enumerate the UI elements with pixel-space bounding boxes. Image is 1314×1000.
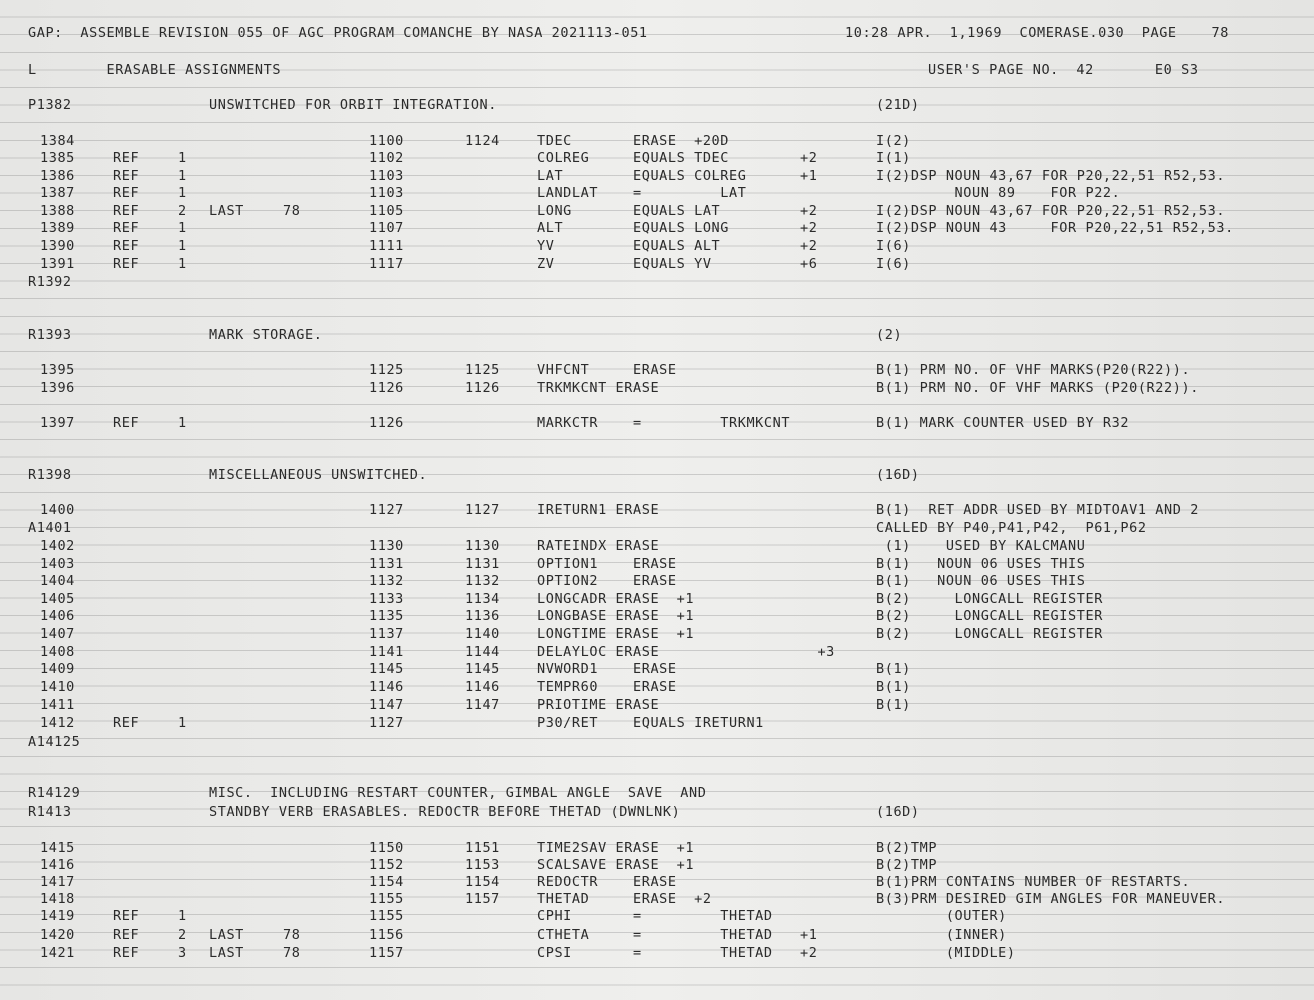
listing-line [0, 150, 1314, 167]
field-cmt: (2) [876, 327, 903, 343]
field-cnt: 1 [178, 185, 187, 201]
field-seq: 1411 [40, 697, 75, 713]
field-seq: R1393 [28, 327, 72, 343]
field-a2: 1145 [465, 661, 500, 677]
field-hdr: MARK STORAGE. [209, 327, 323, 343]
listing-line [0, 874, 1314, 891]
field-cnt: 3 [178, 945, 187, 961]
field-seq: 1396 [40, 380, 75, 396]
field-sym: TIME2SAV ERASE +1 [537, 840, 695, 856]
field-seq: 1420 [40, 927, 75, 943]
field-a1: 1147 [369, 697, 404, 713]
field-op: = TRKMKCNT [633, 415, 791, 431]
field-seq: 1409 [40, 661, 75, 677]
field-a2: 1124 [465, 133, 500, 149]
field-op: EQUALS LONG [633, 220, 730, 236]
field-a2: 1132 [465, 573, 500, 589]
field-ofs: +2 [800, 203, 818, 219]
field-cmt: (MIDDLE) [876, 945, 1016, 961]
listing-line [0, 661, 1314, 678]
field-a1: 1131 [369, 556, 404, 572]
field-cmt: B(1) [876, 661, 911, 677]
listing-line [0, 697, 1314, 714]
listing-line [0, 945, 1314, 962]
field-cmt: B(1) [876, 697, 911, 713]
listing-line [0, 168, 1314, 185]
field-sym: TEMPR60 [537, 679, 599, 695]
field-pg: 78 [283, 927, 301, 943]
field-cnt: 1 [178, 256, 187, 272]
field-sym: LAT [537, 168, 564, 184]
field-a1: 1133 [369, 591, 404, 607]
field-cmt: I(6) [876, 238, 911, 254]
field-ref: REF [113, 945, 140, 961]
field-a1: 1107 [369, 220, 404, 236]
field-cmt: B(1) RET ADDR USED BY MIDTOAV1 AND 2 [876, 502, 1199, 518]
field-op: ERASE [633, 874, 677, 890]
field-op: EQUALS TDEC [633, 150, 730, 166]
field-cmt: I(2)DSP NOUN 43 FOR P20,22,51 R52,53. [876, 220, 1234, 236]
field-cmt: B(2)TMP [876, 857, 938, 873]
field-op: ERASE [633, 573, 677, 589]
field-a2: 1127 [465, 502, 500, 518]
listing-line [0, 840, 1314, 857]
field-a2: 1153 [465, 857, 500, 873]
field-seq: R1392 [28, 274, 72, 290]
listing-line [0, 538, 1314, 555]
field-a1: 1126 [369, 415, 404, 431]
field-last: LAST [209, 927, 244, 943]
field-pg: 78 [283, 945, 301, 961]
field-seq: 1390 [40, 238, 75, 254]
listing-line [0, 626, 1314, 643]
field-cnt: 2 [178, 927, 187, 943]
field-ref: REF [113, 168, 140, 184]
listing-line [0, 927, 1314, 944]
field-cmt: (1) USED BY KALCMANU [876, 538, 1086, 554]
field-op: = THETAD [633, 908, 773, 924]
field-last: LAST [209, 203, 244, 219]
listing-line [0, 591, 1314, 608]
field-ref: REF [113, 908, 140, 924]
field-cmt: (21D) [876, 97, 920, 113]
field-sym: DELAYLOC ERASE [537, 644, 660, 660]
listing-line [0, 220, 1314, 237]
field-seq: 1406 [40, 608, 75, 624]
field-cmt: CALLED BY P40,P41,P42, P61,P62 [876, 520, 1147, 536]
field-seq: R1398 [28, 467, 72, 483]
field-a1: 1117 [369, 256, 404, 272]
listing-line [0, 256, 1314, 273]
field-a1: 1137 [369, 626, 404, 642]
field-op: = THETAD [633, 945, 773, 961]
field-cmt: I(2)DSP NOUN 43,67 FOR P20,22,51 R52,53. [876, 168, 1226, 184]
field-seq: 1421 [40, 945, 75, 961]
field-seq: 1402 [40, 538, 75, 554]
field-sym: LONGTIME ERASE +1 [537, 626, 695, 642]
field-a2: 1154 [465, 874, 500, 890]
field-a1: 1155 [369, 891, 404, 907]
field-ofs: +1 [800, 168, 818, 184]
field-seq: 1395 [40, 362, 75, 378]
field-seq: 1407 [40, 626, 75, 642]
subheader-right: USER'S PAGE NO. 42 E0 S3 [928, 62, 1199, 78]
listing-line [0, 734, 1314, 751]
field-sym: LONGBASE ERASE +1 [537, 608, 695, 624]
field-a1: 1157 [369, 945, 404, 961]
field-seq: 1415 [40, 840, 75, 856]
listing-line [0, 573, 1314, 590]
field-cmt: B(1) NOUN 06 USES THIS [876, 556, 1086, 572]
field-op: ERASE [633, 661, 677, 677]
field-a1: 1126 [369, 380, 404, 396]
field-sym: REDOCTR [537, 874, 599, 890]
field-seq: 1385 [40, 150, 75, 166]
field-cmt: B(1) PRM NO. OF VHF MARKS(P20(R22)). [876, 362, 1191, 378]
field-sym: CPHI [537, 908, 572, 924]
listing-line [0, 467, 1314, 484]
field-sym: LONG [537, 203, 572, 219]
field-sym: THETAD [537, 891, 590, 907]
listing-line [0, 785, 1314, 802]
field-cnt: 1 [178, 150, 187, 166]
field-sym: NVWORD1 [537, 661, 599, 677]
field-cmt: B(1) [876, 679, 911, 695]
listing-line [0, 380, 1314, 397]
field-seq: 1412 [40, 715, 75, 731]
field-op: EQUALS LAT [633, 203, 721, 219]
field-a1: 1103 [369, 185, 404, 201]
field-ofs: +1 [800, 927, 818, 943]
field-seq: 1418 [40, 891, 75, 907]
field-sym: VHFCNT [537, 362, 590, 378]
field-a1: 1141 [369, 644, 404, 660]
listing-line [0, 327, 1314, 344]
field-cmt: NOUN 89 FOR P22. [876, 185, 1121, 201]
field-a2: 1147 [465, 697, 500, 713]
field-sym: CPSI [537, 945, 572, 961]
field-seq: 1410 [40, 679, 75, 695]
field-sym: OPTION2 [537, 573, 599, 589]
field-seq: 1400 [40, 502, 75, 518]
listing-line [0, 608, 1314, 625]
listing-line [0, 891, 1314, 908]
field-seq: 1403 [40, 556, 75, 572]
field-sym: LANDLAT [537, 185, 599, 201]
field-sym: OPTION1 [537, 556, 599, 572]
listing-line [0, 715, 1314, 732]
listing-line [0, 804, 1314, 821]
field-seq: 1384 [40, 133, 75, 149]
field-seq: A1401 [28, 520, 72, 536]
field-cmt: I(2)DSP NOUN 43,67 FOR P20,22,51 R52,53. [876, 203, 1226, 219]
field-seq: R14129 [28, 785, 81, 801]
field-cnt: 1 [178, 415, 187, 431]
listing-line [0, 133, 1314, 150]
field-ref: REF [113, 150, 140, 166]
field-a1: 1135 [369, 608, 404, 624]
field-ofs: +6 [800, 256, 818, 272]
listing-line [0, 908, 1314, 925]
field-a2: 1144 [465, 644, 500, 660]
field-op: ERASE [633, 679, 677, 695]
field-seq: 1404 [40, 573, 75, 589]
field-cmt: I(6) [876, 256, 911, 272]
field-op: EQUALS ALT [633, 238, 721, 254]
header-left: GAP: ASSEMBLE REVISION 055 OF AGC PROGRAM COMANCHE BY NASA 2021113-051 [28, 25, 648, 41]
field-a1: 1130 [369, 538, 404, 554]
field-cmt: (INNER) [876, 927, 1007, 943]
field-sym: LONGCADR ERASE +1 [537, 591, 695, 607]
field-seq: 1408 [40, 644, 75, 660]
field-a1: 1154 [369, 874, 404, 890]
field-a1: 1127 [369, 715, 404, 731]
field-a1: 1132 [369, 573, 404, 589]
field-hdr: UNSWITCHED FOR ORBIT INTEGRATION. [209, 97, 498, 113]
field-cmt: I(1) [876, 150, 911, 166]
field-seq: 1391 [40, 256, 75, 272]
field-sym: IRETURN1 ERASE [537, 502, 660, 518]
field-a2: 1130 [465, 538, 500, 554]
field-a1: 1100 [369, 133, 404, 149]
field-a2: 1136 [465, 608, 500, 624]
field-cmt: I(2) [876, 133, 911, 149]
field-seq: 1397 [40, 415, 75, 431]
field-seq: 1386 [40, 168, 75, 184]
listing-line [0, 238, 1314, 255]
field-seq: P1382 [28, 97, 72, 113]
listing-line [0, 185, 1314, 202]
field-seq: 1388 [40, 203, 75, 219]
field-sym: P30/RET [537, 715, 599, 731]
field-ofs: +3 [800, 644, 835, 660]
field-ref: REF [113, 927, 140, 943]
header-right: 10:28 APR. 1,1969 COMERASE.030 PAGE 78 [845, 25, 1230, 41]
field-sym: COLREG [537, 150, 590, 166]
field-cmt: B(2) LONGCALL REGISTER [876, 591, 1103, 607]
field-a2: 1151 [465, 840, 500, 856]
field-a1: 1145 [369, 661, 404, 677]
field-a1: 1152 [369, 857, 404, 873]
field-a1: 1150 [369, 840, 404, 856]
listing-line [0, 520, 1314, 537]
field-cnt: 1 [178, 220, 187, 236]
field-a2: 1126 [465, 380, 500, 396]
field-op: ERASE +20D [633, 133, 730, 149]
field-a1: 1156 [369, 927, 404, 943]
listing-line [0, 857, 1314, 874]
field-cmt: B(1) MARK COUNTER USED BY R32 [876, 415, 1130, 431]
field-seq: R1413 [28, 804, 72, 820]
field-a1: 1103 [369, 168, 404, 184]
field-ref: REF [113, 220, 140, 236]
field-a2: 1140 [465, 626, 500, 642]
field-cmt: B(1) NOUN 06 USES THIS [876, 573, 1086, 589]
field-ref: REF [113, 238, 140, 254]
listing-line [0, 644, 1314, 661]
field-last: LAST [209, 945, 244, 961]
field-a2: 1157 [465, 891, 500, 907]
field-cmt: (16D) [876, 804, 920, 820]
field-a1: 1155 [369, 908, 404, 924]
field-seq: 1416 [40, 857, 75, 873]
field-hdr: MISCELLANEOUS UNSWITCHED. [209, 467, 428, 483]
field-ref: REF [113, 715, 140, 731]
field-a1: 1111 [369, 238, 404, 254]
field-seq: 1387 [40, 185, 75, 201]
listing-line [0, 502, 1314, 519]
field-seq: A14125 [28, 734, 81, 750]
field-sym: YV [537, 238, 555, 254]
field-a1: 1102 [369, 150, 404, 166]
field-sym: MARKCTR [537, 415, 599, 431]
field-sym: TRKMKCNT ERASE [537, 380, 660, 396]
field-a2: 1131 [465, 556, 500, 572]
field-cmt: B(2) LONGCALL REGISTER [876, 626, 1103, 642]
field-a2: 1125 [465, 362, 500, 378]
field-ref: REF [113, 203, 140, 219]
field-seq: 1419 [40, 908, 75, 924]
field-op: ERASE [633, 556, 677, 572]
field-sym: TDEC [537, 133, 572, 149]
listing-line [0, 415, 1314, 432]
field-seq: 1405 [40, 591, 75, 607]
field-ref: REF [113, 415, 140, 431]
field-a1: 1127 [369, 502, 404, 518]
listing-line [0, 362, 1314, 379]
field-cmt: B(1)PRM CONTAINS NUMBER OF RESTARTS. [876, 874, 1191, 890]
field-op: EQUALS YV [633, 256, 712, 272]
field-cnt: 1 [178, 908, 187, 924]
field-sym: CTHETA [537, 927, 590, 943]
field-ofs: +2 [800, 238, 818, 254]
field-cmt: (16D) [876, 467, 920, 483]
field-a2: 1146 [465, 679, 500, 695]
field-sym: SCALSAVE ERASE +1 [537, 857, 695, 873]
field-op: EQUALS COLREG [633, 168, 747, 184]
listing-line [0, 274, 1314, 291]
field-a1: 1125 [369, 362, 404, 378]
field-op: ERASE [633, 362, 677, 378]
field-seq: 1389 [40, 220, 75, 236]
field-a2: 1134 [465, 591, 500, 607]
field-cnt: 2 [178, 203, 187, 219]
field-pg: 78 [283, 203, 301, 219]
field-op: ERASE +2 [633, 891, 712, 907]
field-ref: REF [113, 185, 140, 201]
field-sym: RATEINDX ERASE [537, 538, 660, 554]
field-hdr: MISC. INCLUDING RESTART COUNTER, GIMBAL ANGLE SAVE AND [209, 785, 707, 801]
field-ofs: +2 [800, 150, 818, 166]
field-cnt: 1 [178, 238, 187, 254]
listing-line [0, 97, 1314, 114]
field-seq: 1417 [40, 874, 75, 890]
field-cmt: B(1) PRM NO. OF VHF MARKS (P20(R22)). [876, 380, 1199, 396]
field-cmt: B(3)PRM DESIRED GIM ANGLES FOR MANEUVER. [876, 891, 1226, 907]
field-cmt: B(2) LONGCALL REGISTER [876, 608, 1103, 624]
field-cnt: 1 [178, 168, 187, 184]
field-sym: ZV [537, 256, 555, 272]
field-sym: ALT [537, 220, 564, 236]
field-cmt: (OUTER) [876, 908, 1007, 924]
listing-line [0, 203, 1314, 220]
field-ofs: +2 [800, 945, 818, 961]
field-op: = THETAD [633, 927, 773, 943]
field-a1: 1146 [369, 679, 404, 695]
listing-line [0, 679, 1314, 696]
field-ref: REF [113, 256, 140, 272]
field-op: = LAT [633, 185, 747, 201]
field-cmt: B(2)TMP [876, 840, 938, 856]
field-op: EQUALS IRETURN1 [633, 715, 764, 731]
field-ofs: +2 [800, 220, 818, 236]
field-hdr: STANDBY VERB ERASABLES. REDOCTR BEFORE THETAD (DWNLNK) [209, 804, 681, 820]
page-subheader [0, 62, 1314, 79]
field-sym: PRIOTIME ERASE [537, 697, 660, 713]
field-cnt: 1 [178, 715, 187, 731]
subheader-left: L ERASABLE ASSIGNMENTS [28, 62, 282, 78]
field-a1: 1105 [369, 203, 404, 219]
page-header [0, 25, 1314, 42]
listing-line [0, 556, 1314, 573]
